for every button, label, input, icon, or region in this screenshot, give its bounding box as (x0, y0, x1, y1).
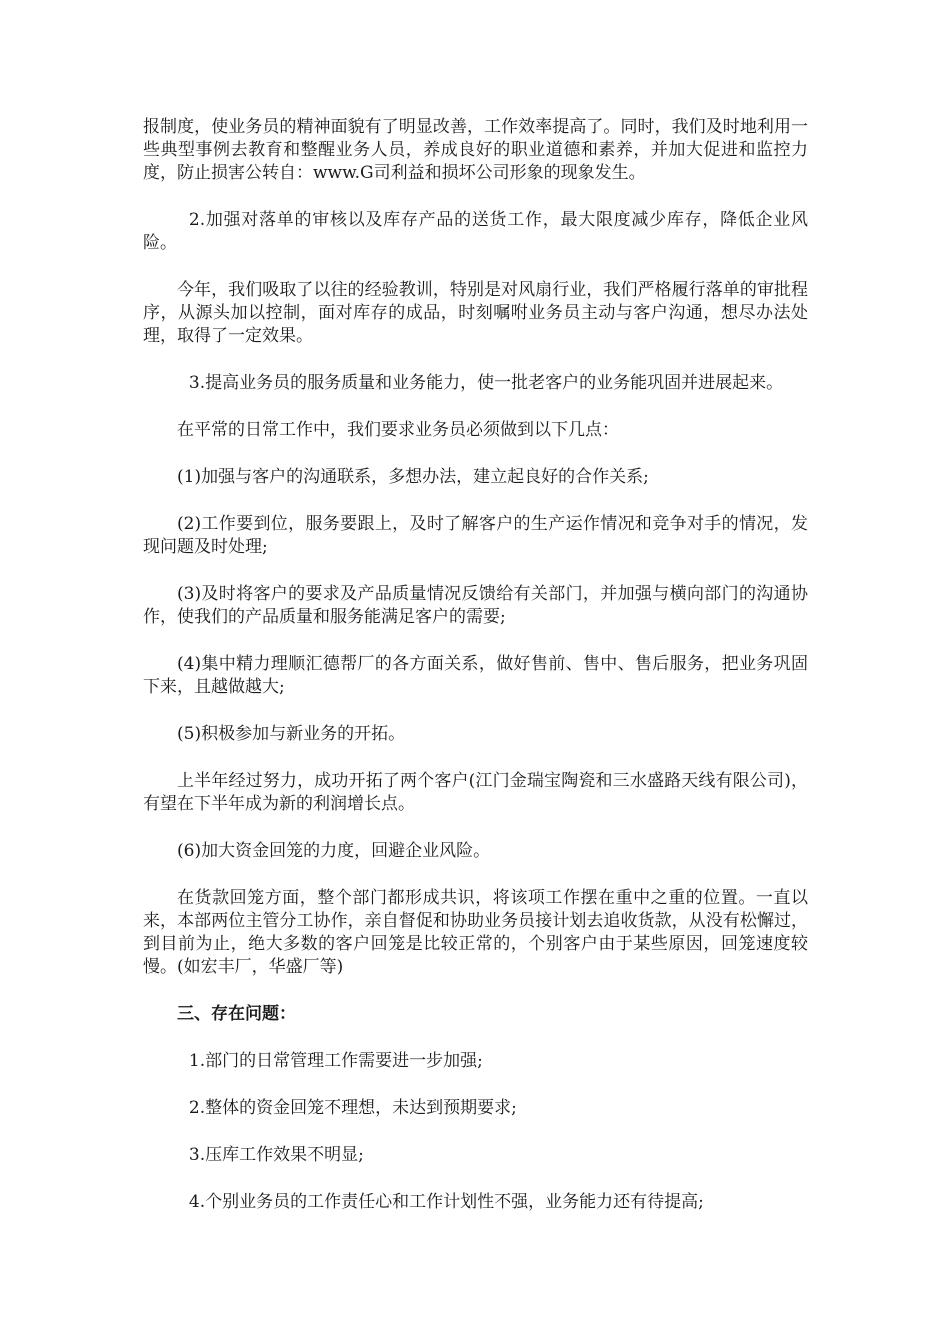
list-item: (1)加强与客户的沟通联系，多想办法，建立起良好的合作关系; (177, 467, 649, 487)
paragraph: 2.加强对落单的审核以及库存产品的送货工作，最大限度减少库存，降低企业风险。 (143, 210, 808, 253)
section-heading: 三、存在问题： (177, 1004, 296, 1024)
document-body (143, 116, 808, 1238)
paragraph: 上半年经过努力，成功开拓了两个客户(江门金瑞宝陶瓷和三水盛路天线有限公司)，有望在下半年成为新的利润增长点。 (143, 771, 808, 814)
list-item: (5)积极参加与新业务的开拓。 (177, 724, 406, 744)
list-item: (2)工作要到位，服务要跟上，及时了解客户的生产运作情况和竞争对手的情况，发现问题及时处理; (143, 514, 808, 557)
problem-item: 4.个别业务员的工作责任心和工作计划性不强，业务能力还有待提高; (188, 1192, 704, 1212)
list-item: (6)加大资金回笼的力度，回避企业风险。 (177, 841, 491, 861)
paragraph: 3.提高业务员的服务质量和业务能力，使一批老客户的业务能巩固并进展起来。 (188, 373, 784, 393)
list-item: (3)及时将客户的要求及产品质量情况反馈给有关部门，并加强与横向部门的沟通协作，使我们的产品质量和服务能满足客户的需要; (143, 584, 808, 627)
paragraph: 在平常的日常工作中，我们要求业务员必须做到以下几点： (177, 420, 619, 440)
list-item: (4)集中精力理顺汇德帮厂的各方面关系，做好售前、售中、售后服务，把业务巩固下来，且越做越大; (143, 654, 808, 697)
paragraph: 在货款回笼方面，整个部门都形成共识，将该项工作摆在重中之重的位置。一直以来，本部两位主管分工协作，亲自督促和协助业务员接计划去追收货款，从没有松懈过，到目前为止，绝大多数的客户回笼是比较正常的，个别客户由于某些原因，回笼速度较慢。(如宏丰厂，华盛厂等) (143, 888, 808, 977)
paragraph: 今年，我们吸取了以往的经验教训，特别是对风扇行业，我们严格履行落单的审批程序，从源头加以控制，面对库存的成品，时刻嘱咐业务员主动与客户沟通，想尽办法处理，取得了一定效果。 (143, 280, 808, 346)
problem-item: 1.部门的日常管理工作需要进一步加强; (188, 1051, 483, 1071)
problem-item: 2.整体的资金回笼不理想，未达到预期要求; (188, 1098, 517, 1118)
paragraph: 报制度，使业务员的精神面貌有了明显改善，工作效率提高了。同时，我们及时地利用一些典型事例去教育和整醒业务人员，养成良好的职业道德和素养，并加大促进和监控力度，防止损害公转自：www.G司利益和损坏公司形象的现象发生。 (143, 117, 808, 183)
problem-item: 3.压库工作效果不明显; (188, 1145, 364, 1165)
